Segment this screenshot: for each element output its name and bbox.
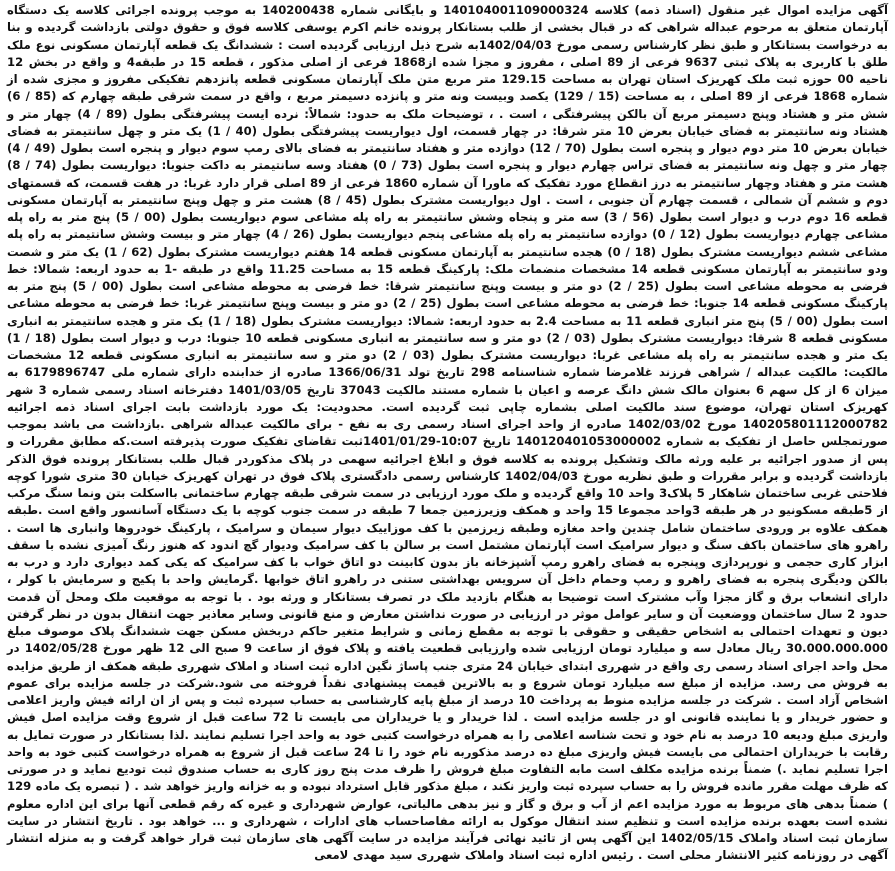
auction-notice-text: آگهی مزایده اموال غیر منقول (اسناد ذمه) کلاسه 140104001109000324 و بایگانی شماره 140200438 به موجب پرونده اجرائی کلاسه یک دستگاه آپارتمان متعلق به مرحوم عبداله شراهی که در قبال بخشی از طلب بستانکار پرونده خانم اکرم یوسفی کلاسه فوق و حقوق دولتی بازداشت گردیده و بنا به درخواست بستانکار و طبق نظر کارشناس رسمی مورخ 1402/04/03به شرح ذیل ارزیابی گردیده است : ششدانگ یک قطعه آپارتمان مسکونی نوع ملک طلق با کاربری به پلاک ثبتی 9637 فرعی از 89 اصلی ، مفروز و مجزا شده از1868 فرعی از اصلی مذکور ، قطعه 15 در طبقه4 و واقع در بخش 12 ناحیه 00 حوزه ثبت ملک کهریزک استان تهران به مساحت 129.15 متر مربع متن ملک آپارتمان مسکونی قطعه پانزدهم تفکیکی مفروز و مجزی شده از شماره 1868 فرعی از 89 اصلی ، به مساحت (15 / 129) یکصد وبیست ونه متر و پانزده دسیمتر مربع ، واقع در سمت شرقی طبقه چهارم که (85 / 6) شش متر و هشتاد وپنج دسیمتر مربع آن بالکن پیشرفتگی ، است . ، توضیحات ملک به حدود: شمالاً: نرده ایست پیشرفتگی بطول (89 / 4) چهار متر و هشتاد ونه سانتیمتر به فضای خیابان بعرض 10 متر شرقا: در چهار قسمت، اول دیواریست پیشرفتگی بطول (40 / 1) یک متر و چهل سانتیمتر به فضای خیابان بعرض 10 متر دوم دیوار و پنجره است بطول (70 / 12) دوازده متر و هفتاد سانتیمتر به فضای بالای رمپ سوم دیوار و پنجره است بطول (49 / 4) چهار متر و چهل ونه سانتیمتر به فضای تراس چهارم دیوار و پنجره است بطول (73 / 0) هفتاد وسه سانتیمتر به داکت جنوبا: دیواریست بطول (74 / 8) هشت متر و هفتاد وچهار سانتیمتر به درز انقطاع مورد تفکیک که ماورا آن شماره 1860 فرعی از 89 اصلی قرار دارد غربا: در هفت قسمت، که قسمتهای دوم و ششم آن شمالی ، قسمت چهارم آن جنوبی ، است . اول دیواریست مشترک بطول (45 / 8) هشت متر و چهل وپنج سانتیمتر به آپارتمان مسکونی قطعه 16 دوم درب و دیوار است بطول (56 / 3) سه متر و پنجاه وشش سانتیمتر به راه پله مشاعی سوم دیواریست بطول (00 / 5) پنج متر به راه پله مشاعی چهارم دیواریست بطول (12 / 0) دوازده سانتیمتر به راه پله مشاعی پنجم دیواریست بطول (26 / 4) چهار متر و بیست وشش سانتیمتر به راه پله مشاعی ششم دیواریست مشترک بطول (18 / 0) هجده سانتیمتر به آپارتمان مسکونی قطعه 14 هفتم دیواریست مشترک بطول (62 / 1) یک متر و شصت ودو سانتیمتر به آپارتمان مسکونی قطعه 14 مشخصات منضمات ملک: پارکینگ قطعه 15 به مساحت 11.25 واقع در طبقه -1 به حدود اربعه: شمالا: خط فرضی به محوطه مشاعی است بطول (25 / 2) دو متر و بیست وپنج سانتیمتر شرقا: خط فرضی به محوطه مشاعی است بطول (00 / 5) پنج متر به پارکینگ مسکونی قطعه 14 جنوبا: خط فرضی به محوطه مشاعی است بطول (25 / 2) دو متر و بیست وپنج سانتیمتر غربا: خط فرضی به محوطه مشاعی است بطول (00 / 5) پنج متر انباری قطعه 11 به مساحت 2.4 به حدود اربعه: شمالا: دیواریست مشترک بطول (18 / 1) یک متر و هجده سانتیمتر به انباری مسکونی قطعه 8 شرقا: دیواریست مشترک بطول (03 / 2) دو متر و سه سانتیمتر به انباری مسکونی قطعه 10 جنوبا: درب و دیوار است بطول (18 / 1) یک متر و هجده سانتیمتر به راه پله مشاعی غربا: دیواریست مشترک بطول (03 / 2) دو متر و سه سانتیمتر به انباری مسکونی قطعه 12 مشخصات مالکیت: مالکیت عبداله / شراهی فرزند غلامرضا شماره شناسنامه 298 تاریخ تولد 1366/06/31 صادره از خدابنده دارای شماره ملی 6179896747 به میزان 6 از کل سهم 6 بعنوان مالک شش دانگ عرصه و اعیان با شماره مستند مالکیت 37043 تاریخ 1401/03/05 دفترخانه اسناد رسمی شماره 3 شهر کهریزک استان تهران، موضوع سند مالکیت اصلی بشماره چاپی ثبت گردیده است. محدودیت: یک مورد بازداشت بابت اجرای اسناد ذمه اجرائیه 140205801112000782 مورخ 1402/03/02 صادره از واحد اجرای اسناد رسمی ری به نفع - برای مالکیت عبداله شراهی .بازداشت می باشد بموجب صورتمجلس حاصل از تفکیک به شماره 140120401053000002 تاریخ 10:07-1401/01/29ثبت تقاضای تفکیک صورت پذیرفته است.که مطابق مقررات و پس از صدور اجرائیه بر علیه ورثه مالک وتشکیل پرونده به کلاسه فوق و ابلاغ اجرائیه سهمی در پلاک مذکوردر قبال طلب بستانکار پرونده فوق الذکر بازداشت گردیده و برابر مقررات و طبق نظریه مورخ 1402/04/03 کارشناس رسمی دادگستری پلاک فوق در تهران کهریزک خیابان 30 متری شورا کوچه فلاحتی غربی ساختمان شاهکار 5 پلاک3 واحد 10 واقع گردیده و ملک مورد ارزیابی در سمت شرقی طبقه چهارم ساختمانی بااسکلت بتن ونما سنگ مرکب از 5طبقه مسکونیو در هر طبقه 3واحد مجموعا 15 واحد و همکف وزیرزمین جمعا 7 طبقه در سمت جنوب کوچه با یک دستگاه آسانسور واقع است .طبقه همکف علاوه بر ورودی ساختمان شامل چندین واحد مغازه وطبقه زیرزمین با کف موزاییک دیوار سیمان و سرامیک ، پارکینگ خودروها وانباری ها است . راهرو های ساختمان باکف سنگ و دیوار سرامیک است آپارتمان مشتمل است بر سالن با کف سرامیک ودیوار گچ اندود که هنوز رنگ آمیزی نشده با سقف ابزار کاری حجمی و نورپردازی وپنجره به فضای راهرو رمپ آشپزخانه باز بدون کابینت دو اتاق خواب با کف سرامیک که یکی کمد دیواری دارد و درب به بالکن ودیگری پنجره به فضای راهرو و رمپ وحمام داخل آن سرویس بهداشتی ستنی در راهرو اتاق خوابها .گرمایش واحد با پکیج و سرمایش با کولر ، دارای انشعاب برق و گاز مجزا وآب مشترک است توضیحا به هنگام بازدید ملک در تصرف بستانکار و ورثه بود . با توجه به موقعیت ملک ومحل آن قدمت حدود 2 سال ساختمان ووضعیت آن و سایر عوامل موثر در ارزیابی در صورت نداشتن معارض و منع قانونی وسایر معاذیر جهت انتقال بدون در نظر گرفتن دیون و تعهدات احتمالی به اشخاص حقیقی و حقوقی با توجه به مقطع زمانی و شرایط متغیر حاکم دربخش مسکن جهت ششدانگ پلاک موصوف مبلغ 30.000.000.000 ریال معادل سه و میلیارد تومان ارزیابی شده وارزیابی قطعیت یافته و پلاک فوق از ساعت 9 صبح الی 12 ظهر مورخ 1402/05/28 در محل واحد اجرای اسناد رسمی ری واقع در شهرری ابتدای خیابان 24 متری جنب پاساژ نگین اداره ثبت اسناد و املاک شهرری طبقه همکف از طریق مزایده به فروش می رسد. مزایده از مبلغ سه میلیارد تومان شروع و به بالاترین قیمت پیشنهادی نقداً فروخته می شود.شرکت در جلسه مزایده برای عموم اشخاص آزاد است . شرکت در جلسه مزایده منوط به پرداخت 10 درصد از مبلغ پایه کارشناسی به حساب سپرده ثبت و پس از ان ارائه فیش واریز اعلامی و حضور خریدار و یا نماینده قانونی او در جلسه مزایده است . لذا خریدار و یا خریداران می بایست تا 72 ساعت قبل از شروع وقت مزایده اصل فیش واریزی مبلغ ودیعه 10 درصد به نام خود و تحت شناسه اعلامی را به همراه درخواست کتبی خود به واحد اجرا تسلیم نمایند .لذا بستانکار در صورت تمایل به رقابت با خریداران احتمالی می بایست فیش واریزی مبلغ ده درصد مذکوربه نام خود را تا 24 ساعت قبل از شروع به همراه درخواست کتبی خود به واحد اجرا تسلیم نماید .) ضمناً برنده مزایده مکلف است مابه التفاوت مبلغ فروش را ظرف مدت پنج روز کاری به حساب صندوق ثبت تودیع نماید و در صورتی که ظرف مهلت مقرر مانده فروش را به حساب سپرده ثبت واریز نکند ، مبلغ مذکور قابل استرداد نبوده و به خزانه واریز خواهد شد . ( تبصره یک ماده 129 ) ضمناً بدهی های مربوط به مورد مزایده اعم از آب و برق و گاز و نیز بدهی مالیاتی، عوارض شهرداری و غیره که رقم قطعی آنها برای این اداره معلوم نشده است بعهده برنده مزایده است و تنظیم سند انتقال موکول به ارائه مفاصاحساب های ادارات ، شهرداری و ... خواهد بود . تاریخ انتشار در سایت سازمان ثبت اسناد واملاک 1402/05/15 این آگهی پس از تائید نهائی فرآیند مزایده در سایت آگهی های سازمان ثبت قرار خواهد گرفت و به منزله انتشار آگهی در روزنامه کثیر الانتشار محلی است . رئیس اداره ثبت اسناد واملاک شهرری سید مهدی لامعی: [7, 3, 889, 863]
